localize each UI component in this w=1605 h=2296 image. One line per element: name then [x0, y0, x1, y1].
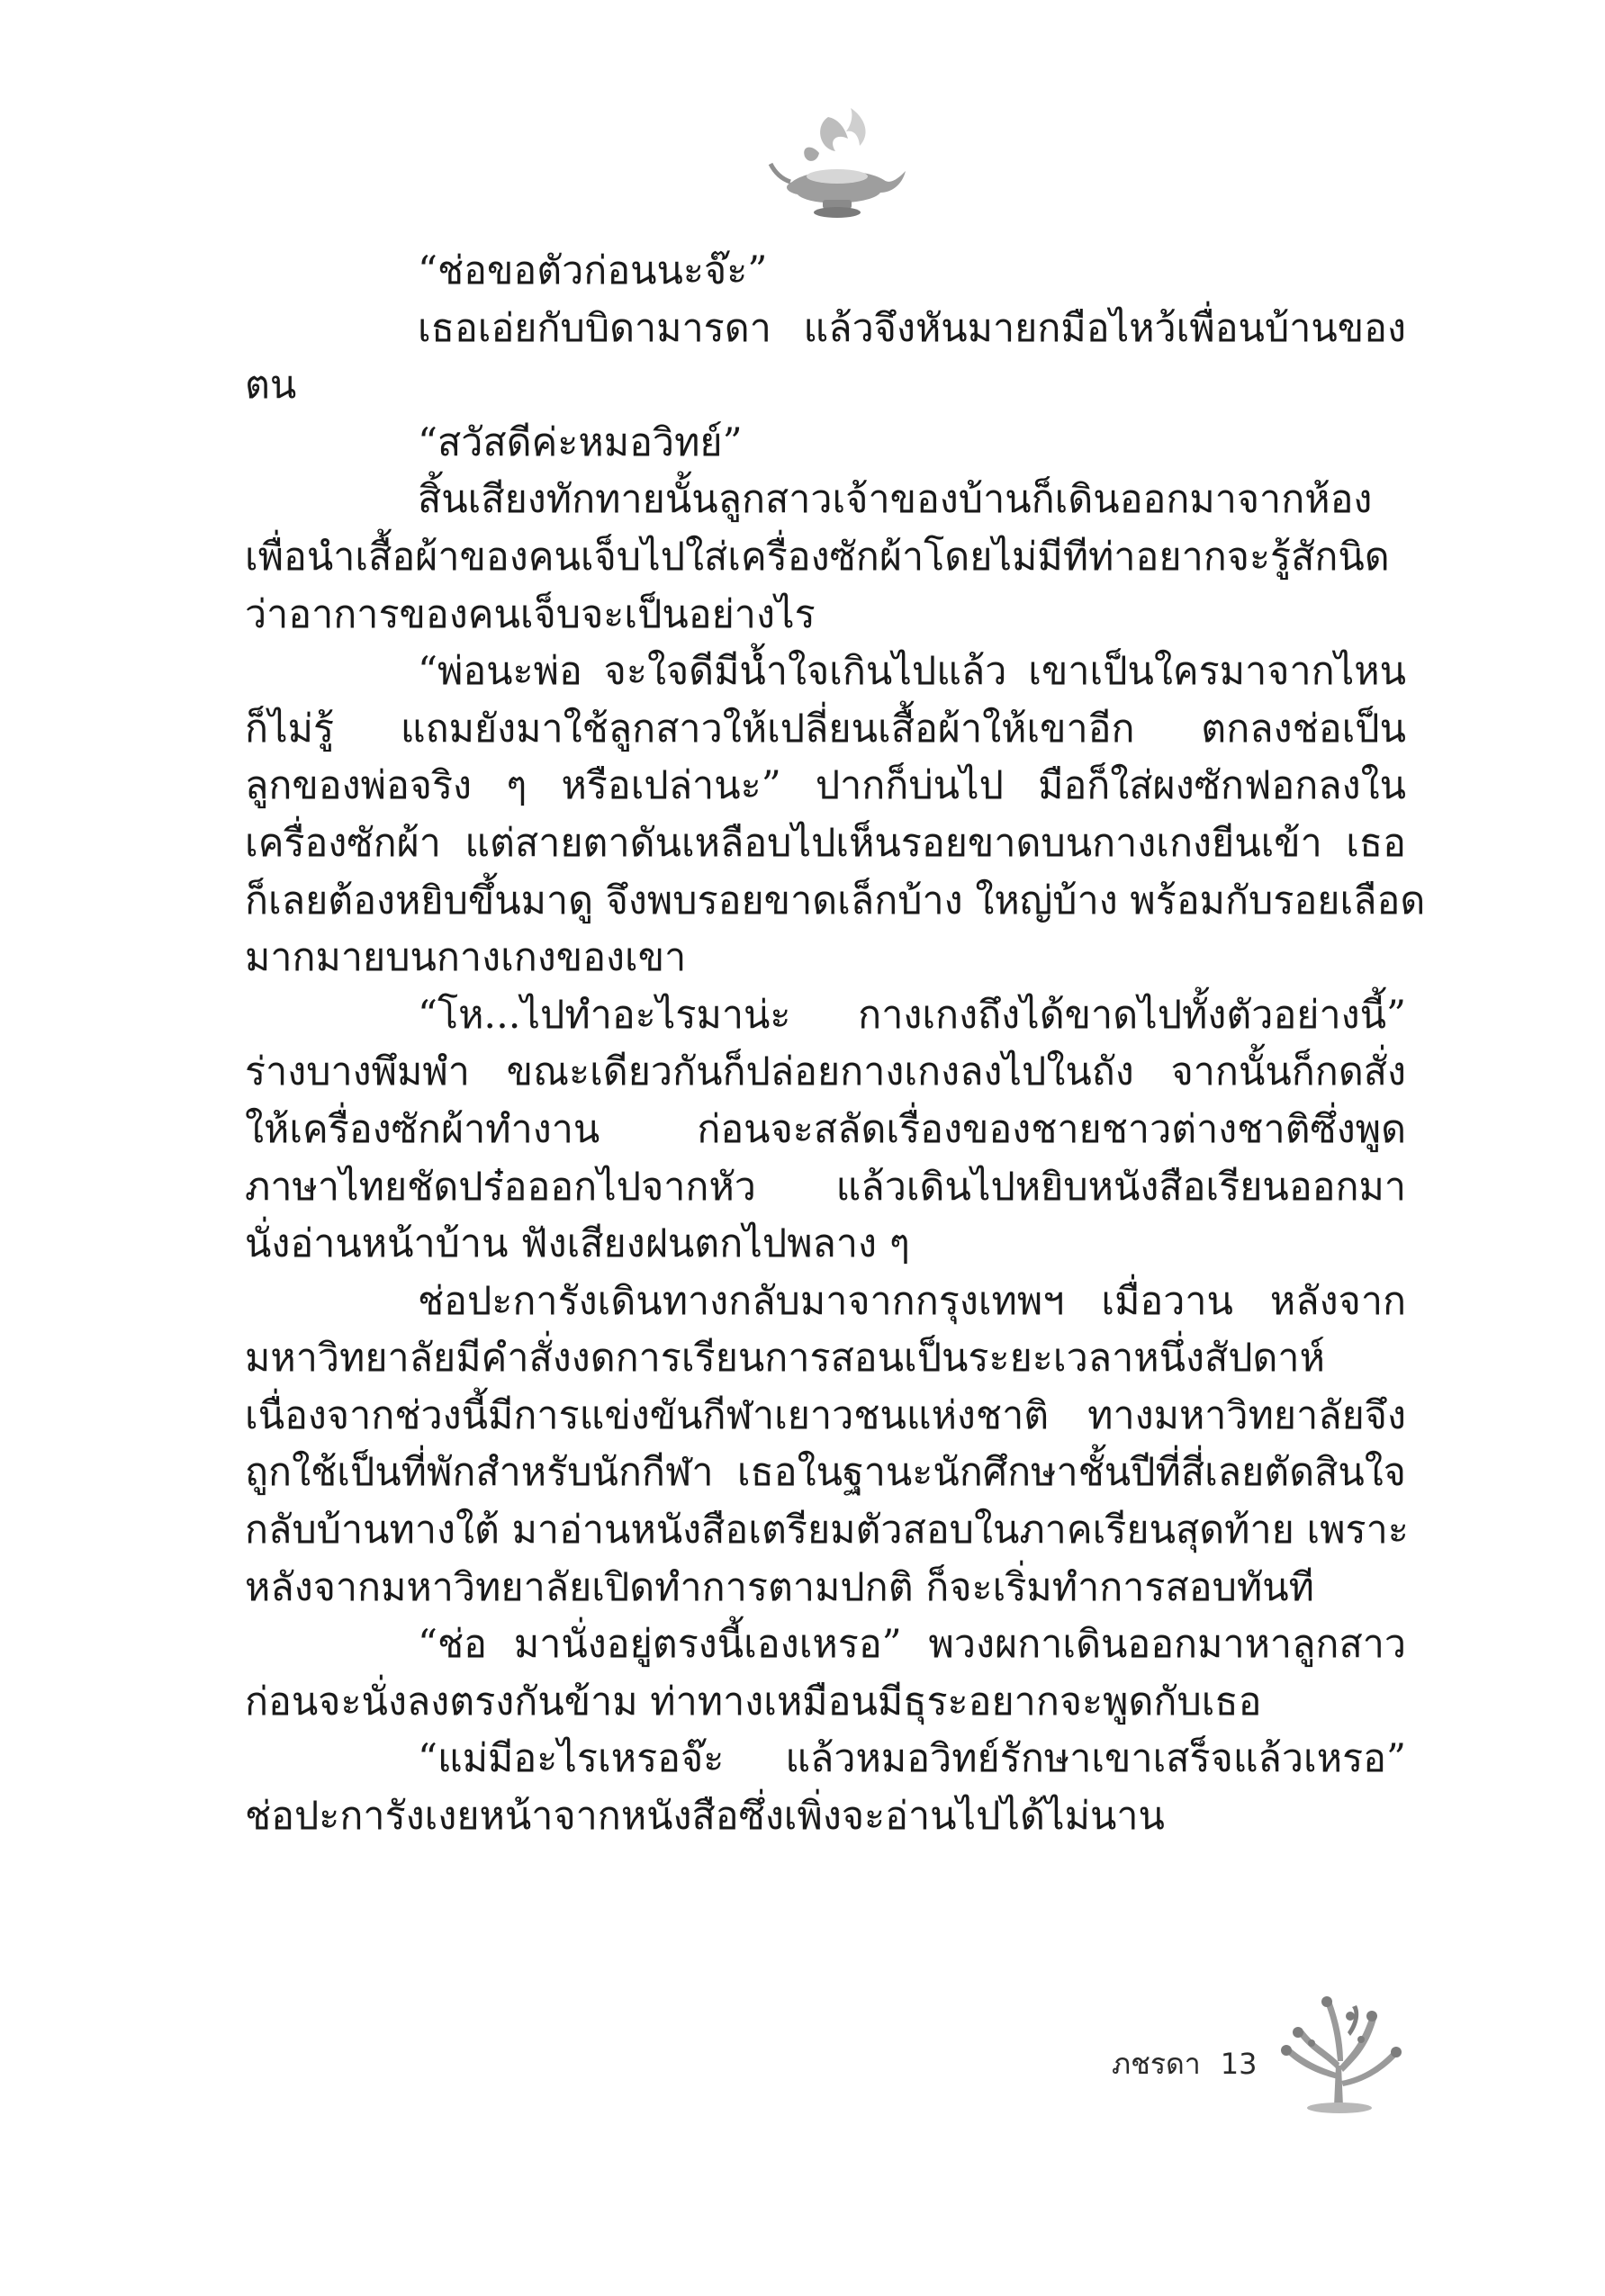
text-line: ก่อนจะนั่งลงตรงกันข้าม ท่าทางเหมือนมีธุระอยากจะพูดกับเธอ — [245, 1679, 1262, 1724]
body-text — [245, 243, 1426, 1846]
text-line: ว่าอาการของคนเจ็บจะเป็นอย่างไร — [245, 591, 816, 637]
text-line: ให้เครื่องซักผ้าทำงาน ก่อนจะสลัดเรื่องของชายชาวต่างชาติซึ่งพูด — [245, 1106, 1406, 1152]
magic-lamp-icon — [765, 99, 909, 234]
text-line: ก็ไม่รู้ แถมยังมาใช้ลูกสาวให้เปลี่ยนเสื้อผ้าให้เขาอีก ตกลงช่อเป็น — [245, 706, 1406, 752]
text-line: สิ้นเสียงทักทายนั้นลูกสาวเจ้าของบ้านก็เดินออกมาจากห้อง — [418, 477, 1373, 523]
book-title: ภชรดา — [1112, 2047, 1201, 2081]
text-line: ภาษาไทยชัดปร๋อออกไปจากหัว แล้วเดินไปหยิบหนังสือเรียนออกมา — [245, 1164, 1406, 1210]
text-line: กลับบ้านทางใต้ มาอ่านหนังสือเตรียมตัวสอบในภาคเรียนสุดท้าย เพราะ — [245, 1508, 1409, 1553]
text-line: หลังจากมหาวิทยาลัยเปิดทำการตามปกติ ก็จะเริ่มทำการสอบทันที — [245, 1564, 1314, 1610]
text-line: ช่อปะการังเงยหน้าจากหนังสือซึ่งเพิ่งจะอ่านไปได้ไม่นาน — [245, 1794, 1165, 1840]
text-line: ก็เลยต้องหยิบขึ้นมาดู จึงพบรอยขาดเล็กบ้าง ใหญ่บ้าง พร้อมกับรอยเลือด — [245, 878, 1426, 923]
text-line: “แม่มีอะไรเหรอจ๊ะ แล้วหมอวิทย์รักษาเขาเสร็จแล้วเหรอ” — [418, 1736, 1406, 1782]
text-line: ลูกของพ่อจริง ๆ หรือเปล่านะ” ปากก็บ่นไป มือก็ใส่ผงซักฟอกลงใน — [245, 763, 1406, 809]
text-line: เนื่องจากช่วงนี้มีการแข่งขันกีฬาเยาวชนแห่งชาติ ทางมหาวิทยาลัยจึง — [245, 1392, 1406, 1438]
text-line: “ช่อขอตัวก่อนนะจ๊ะ” — [418, 248, 768, 293]
text-line: เธอเอ่ยกับบิดามารดา แล้วจึงหันมายกมือไหว้เพื่อนบ้านของ — [418, 305, 1406, 351]
text-line: ร่างบางพึมพำ ขณะเดียวกันก็ปล่อยกางเกงลงไปในถัง จากนั้นก็กดสั่ง — [245, 1049, 1406, 1095]
text-line: “สวัสดีค่ะหมอวิทย์” — [418, 419, 743, 465]
text-line: มากมายบนกางเกงของเขา — [245, 935, 687, 981]
text-line: นั่งอ่านหน้าบ้าน ฟังเสียงฝนตกไปพลาง ๆ — [245, 1221, 910, 1267]
text-line: เพื่อนำเสื้อผ้าของคนเจ็บไปใส่เครื่องซักผ้าโดยไม่มีทีท่าอยากจะรู้สักนิด — [245, 534, 1390, 580]
text-line: ตน — [245, 363, 297, 409]
page-number: 13 — [1220, 2047, 1258, 2081]
text-line: ช่อปะการังเดินทางกลับมาจากกรุงเทพฯ เมื่อวาน หลังจาก — [418, 1278, 1406, 1324]
text-line: เครื่องซักผ้า แต่สายตาดันเหลือบไปเห็นรอยขาดบนกางเกงยีนเข้า เธอ — [245, 820, 1406, 866]
text-line: ถูกใช้เป็นที่พักสำหรับนักกีฬา เธอในฐานะนักศึกษาชั้นปีที่สี่เลยตัดสินใจ — [245, 1450, 1406, 1496]
text-line: “ช่อ มานั่งอยู่ตรงนี้เองเหรอ” พวงผกาเดินออกมาหาลูกสาว — [418, 1622, 1406, 1668]
coral-icon — [1271, 1980, 1406, 2115]
page-footer — [1112, 2041, 1257, 2087]
text-line: “โห...ไปทำอะไรมาน่ะ กางเกงถึงได้ขาดไปทั้งตัวอย่างนี้” — [418, 992, 1406, 1038]
text-line: “พ่อนะพ่อ จะใจดีมีน้ำใจเกินไปแล้ว เขาเป็นใครมาจากไหน — [418, 649, 1406, 695]
text-line: มหาวิทยาลัยมีคำสั่งงดการเรียนการสอนเป็นระยะเวลาหนึ่งสัปดาห์ — [245, 1336, 1325, 1382]
